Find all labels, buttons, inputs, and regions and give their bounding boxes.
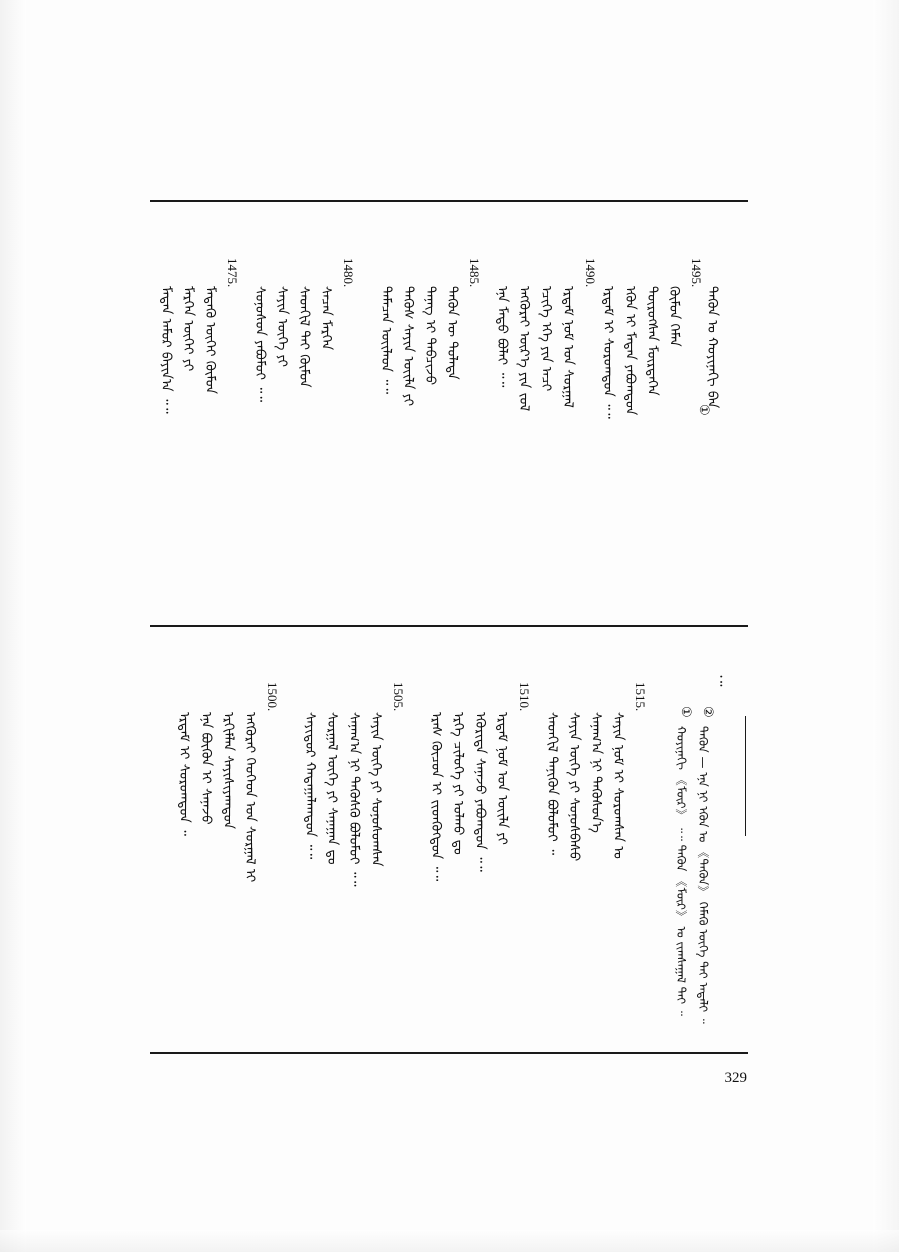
- verse-line: ᠰᠠᠶᠢᠨ ᠦᠭᠡ ᠶᠢ ᠰᠣᠨᠣᠰᠤᠭᠰᠠᠨ: [368, 712, 384, 867]
- verse-line: ᠡᠷᠳᠡᠮ ᠨᠣᠮ ᠤᠨ ᠦᠢᠯᠡ ᠶᠢ: [494, 712, 510, 845]
- verse-line: ᠡᠩᠬᠦᠷᠡᠢ ᠦᠷ᠎ᠡ ᠶᠢᠨ ᠵᠣᠯ: [516, 286, 532, 412]
- verse-line: ᠡᠷᠳᠡᠮ ᠢ ᠰᠤᠷᠤᠭᠲᠤᠨ ᠃᠃: [600, 286, 616, 419]
- verse-line: ᠲᠡᠨᠡᠭ ᠢ ᠲᠡᠪᠴᠢᠵᠦ: [422, 286, 438, 386]
- verse-line: ᠲᠡᠭᠦᠨ ᠦ ᠲᠤᠯᠠᠳᠠ: [444, 286, 460, 380]
- verse-number: 1475.: [225, 258, 240, 288]
- verse-line: ᠡᠭᠦᠷᠢᠳᠡ ᠰᠠᠨᠠᠵᠤ ᠶᠠᠪᠤᠭᠲᠤᠨ ᠃᠃: [472, 712, 488, 872]
- verse-line: ᠲᠡᠮᠡᠴᠡᠨ ᠦᠢᠯᠡᠳ ᠃᠃: [378, 286, 394, 395]
- verse-line: ᠮᠡᠳᠡᠬᠦ ᠦᠭᠡᠢ ᠬᠦᠮᠦᠨ: [202, 286, 218, 395]
- verse-line: ᠡᠨᠡ ᠮᠡᠲᠦ ᠪᠣᠯᠠᠢ ᠃᠃: [494, 286, 510, 388]
- page-number: 329: [724, 1070, 747, 1086]
- verse-line: ᠡᠷᠳᠡᠮ ᠨᠣᠮ ᠤᠨ ᠰᠤᠷᠭᠠᠯ: [560, 286, 576, 408]
- footnote-text: ᠬᠣᠶᠢᠨᠠᠬᠢ 《ᠮᠥᠷ》 ᠃᠃ ᠲᠡᠭᠦᠨ 《ᠮᠥᠷ》 ᠤ ᠵᠢᠭᠰᠠᠭᠠᠯ ᠲᠠᠢ ᠃: [674, 726, 688, 1016]
- left-block-header-marker: ①: [697, 404, 712, 416]
- verse-line: ᠮᠡᠷᠭᠡᠨ ᠦᠭᠡᠢ ᠶᠢ: [180, 286, 196, 372]
- verse-number: 1485.: [467, 258, 482, 288]
- verse-line: ᠬᠦᠮᠦᠨ ᠬᠡᠮᠡᠨ: [666, 286, 682, 347]
- verse-number: 1515.: [633, 682, 648, 712]
- footnote-marker: ②: [701, 706, 716, 718]
- left-block-header: ᠲᠡᠭᠦᠨ ᠤ ᠬᠣᠶᠢᠨᠠᠬᠢ ᠪᠠᠨ: [704, 286, 720, 409]
- verse-line: ᠰᠡᠳᠬᠢᠯ ᠲᠡᠨᠢᠭᠦᠨ ᠪᠣᠯᠤᠮᠤᠢ ᠃: [544, 712, 560, 855]
- verse-line: ᠰᠠᠨᠠᠭ᠎ᠠ ᠨᠢ ᠲᠡᠭᠦᠰᠬᠦ ᠪᠣᠯᠤᠮᠤᠢ ᠃᠃: [346, 712, 362, 887]
- verse-line: ᠡᠷᠳᠡᠮ ᠢ ᠰᠤᠷᠤᠭᠲᠤᠨ ᠃: [176, 712, 192, 836]
- horizontal-rule-top: [150, 200, 748, 202]
- verse-number: 1495.: [689, 258, 704, 288]
- verse-line: ᠰᠤᠷᠭᠠᠯ ᠦᠭᠡ ᠶᠢ ᠰᠠᠨᠠᠭᠠᠨ ᠳᠤ: [324, 712, 340, 865]
- verse-line: ᠡᠷᠬᠡ ᠴᠢᠯᠦᠭᠡ ᠶᠢ ᠣᠯᠬᠤ ᠳᠤ: [450, 712, 466, 855]
- footnote-marker: ①: [679, 706, 694, 718]
- verse-line: ᠡᠴᠢᠭᠡ ᠡᠬᠡ ᠶᠢᠨ ᠠᠴᠢ: [538, 286, 554, 392]
- verse-line: ᠰᠠᠶᠢᠲᠤᠷ ᠬᠠᠳᠠᠭᠠᠯᠠᠭᠲᠤᠨ ᠃᠃: [302, 712, 318, 860]
- verse-line: ᠡᠩᠬᠦᠷᠡᠢ ᠬᠡᠦᠬᠡᠳ ᠤᠨ ᠰᠤᠷᠭᠠᠯ ᠢ: [242, 712, 258, 883]
- verse-line: ᠰᠡᠴᠡᠨ ᠮᠡᠷᠭᠡᠨ: [318, 286, 334, 351]
- verse-line: ᠡᠷᠬᠢᠮᠯᠡᠨ ᠰᠠᠶᠢᠰᠢᠶᠠᠭᠲᠤᠨ: [220, 712, 236, 830]
- verse-line: ᠰᠠᠶᠢᠨ ᠦᠭᠡ ᠶᠢ ᠰᠣᠨᠣᠰᠪᠠᠰᠤ: [566, 712, 582, 862]
- verse-line: ᠮᠡᠳᠡᠨ ᠠᠮᠤᠷ ᠪᠠᠶᠢᠨ᠎ᠠ ᠃᠃: [158, 286, 174, 414]
- right-block-top-marker: ᠂᠃: [712, 672, 728, 687]
- verse-number: 1500.: [265, 682, 280, 712]
- verse-number: 1505.: [391, 682, 406, 712]
- page-edge-shading-right: [873, 0, 899, 1252]
- verse-line: ᠡᠷᠡᠰ ᠬᠦᠴᠦᠨ ᠢ ᠵᠢᠳᠬᠦᠭᠲᠦᠨ ᠃᠃: [428, 712, 444, 882]
- horizontal-rule-bottom: [150, 1052, 748, 1054]
- verse-line: ᠰᠠᠶᠢᠨ ᠨᠣᠮ ᠢ ᠰᠤᠷᠤᠭᠰᠠᠨ ᠤ: [610, 712, 626, 859]
- verse-number: 1510.: [517, 682, 532, 712]
- verse-number: 1480.: [341, 258, 356, 288]
- verse-line: ᠰᠣᠨᠣᠰᠤᠨ ᠶᠠᠪᠤᠮᠤᠢ ᠃᠃: [252, 286, 268, 403]
- verse-line: ᠲᠡᠭᠦᠰ ᠰᠠᠶᠢᠨ ᠦᠢᠯᠡ ᠶᠢ: [400, 286, 416, 407]
- verse-line: ᠰᠠᠨᠠᠭ᠎ᠠ ᠨᠢ ᠲᠡᠭᠦᠰᠦᠨ᠎ᠡ: [588, 712, 604, 833]
- verse-line: ᠰᠠᠶᠢᠨ ᠦᠭᠡ ᠶᠢ: [274, 286, 290, 368]
- page-edge-shading-bottom: [0, 1230, 899, 1252]
- horizontal-rule-middle: [150, 625, 748, 627]
- verse-line: ᠡᠨᠡ ᠪᠦᠬᠦᠨ ᠢ ᠰᠠᠨᠠᠵᠤ: [198, 712, 214, 825]
- page-edge-shading-left: [0, 0, 26, 1252]
- footnote-text: ᠲᠡᠭᠦᠨ — ᠡᠨᠡ ᠨᠢ ᠡᠭᠦᠨ ᠤ 《ᠲᠡᠭᠦᠨ》 ᠬᠡᠮᠡᠬᠦ ᠦᠭᠡ ᠲᠠᠢ ᠠᠳᠠᠯᠢ ᠃: [696, 726, 710, 1024]
- verse-number: 1490.: [583, 258, 598, 288]
- verse-line: ᠡᠭᠦᠨ ᠢ ᠮᠡᠳᠡᠨ ᠶᠠᠪᠤᠭᠲᠤᠨ: [622, 286, 638, 416]
- verse-line: ᠲᠦᠷᠦᠭᠰᠡᠨ ᠮᠥᠷᠲᠡᠭᠡᠨ: [644, 286, 660, 396]
- verse-line: ᠰᠡᠳᠬᠢᠯ ᠲᠡᠢ ᠬᠦᠮᠦᠨ: [296, 286, 312, 388]
- footnote-separator-rule: [745, 716, 746, 836]
